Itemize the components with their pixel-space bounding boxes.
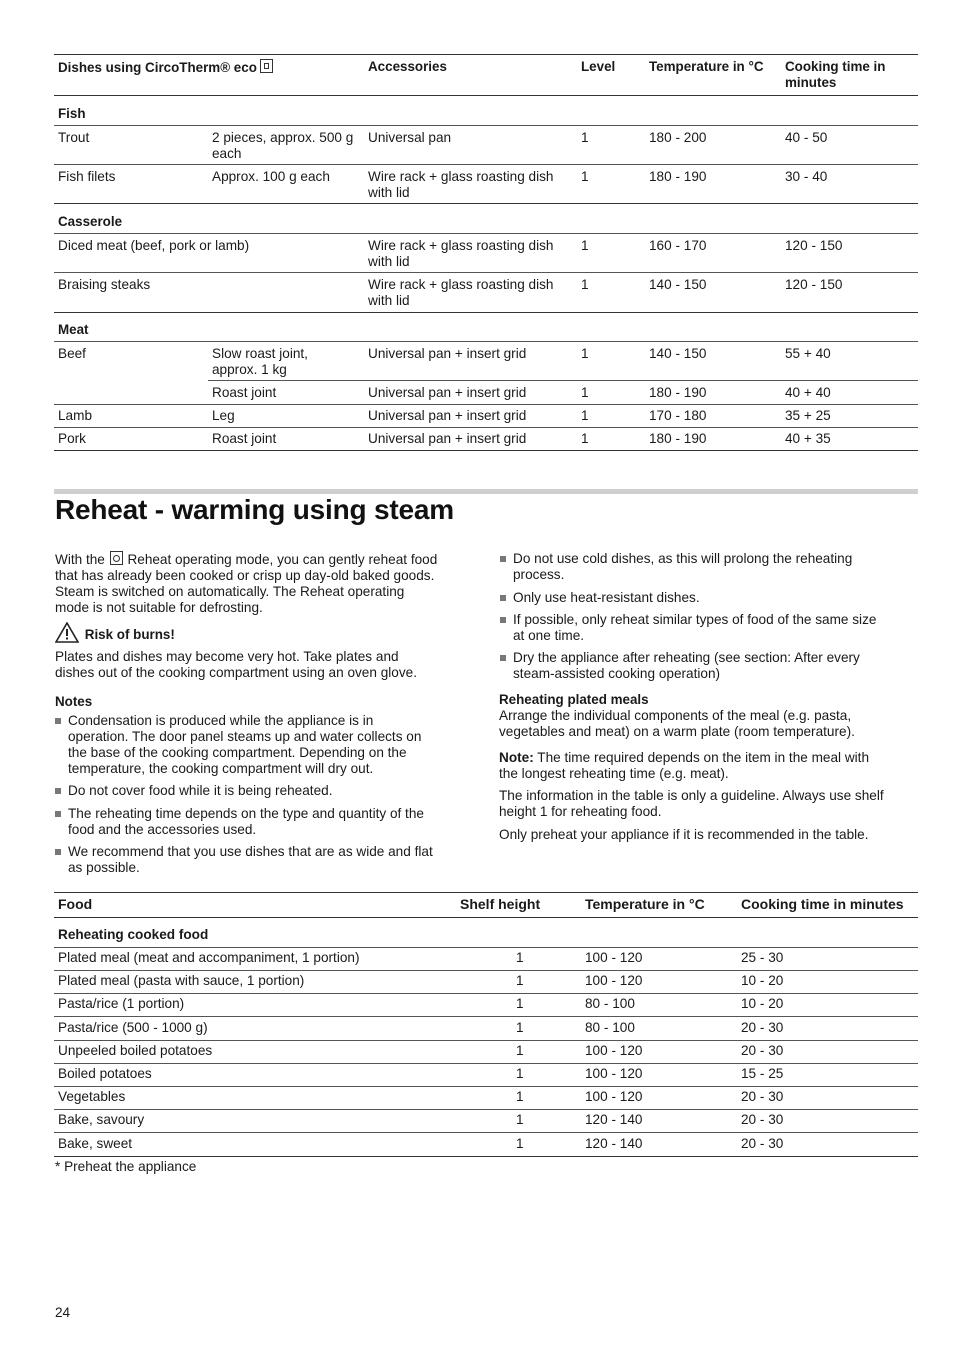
warning-line: dishes out of the cooking compartment using an oven glove. [55, 665, 417, 680]
accessories: Wire rack + glass roasting dish with lid [368, 277, 554, 308]
header-cooking-time: Cooking time in minutes [785, 59, 886, 90]
list-line: Only use heat-resistant dishes. [513, 590, 700, 605]
header-food: Food [58, 896, 93, 912]
group-casserole: Casserole [58, 214, 123, 229]
dish-detail: Leg [212, 408, 235, 423]
temperature: 120 - 140 [585, 1112, 643, 1128]
table-rule [54, 1063, 918, 1064]
table-rule [54, 164, 918, 165]
food-name: Unpeeled boiled potatoes [58, 1042, 213, 1058]
level: 1 [581, 238, 589, 253]
table-rule [54, 1016, 918, 1017]
cooking-time: 20 - 30 [741, 1042, 784, 1058]
cooking-time: 20 - 30 [741, 1089, 784, 1105]
food-name: Bake, savoury [58, 1112, 145, 1128]
table-rule [54, 54, 918, 55]
food-name: Plated meal (meat and accompaniment, 1 portion) [58, 950, 360, 965]
list-item [499, 650, 933, 682]
list-item [54, 844, 488, 876]
plated-meals-title: Reheating plated meals [499, 692, 649, 707]
temperature: 140 - 150 [649, 277, 707, 292]
preheat-paragraph: Only preheat your appliance if it is recommended in the table. [499, 827, 869, 842]
accessories: Universal pan [368, 130, 452, 145]
intro-text: mode is not suitable for defrosting. [55, 600, 263, 615]
temperature: 180 - 190 [649, 169, 707, 184]
accessories: Universal pan + insert grid [368, 408, 527, 423]
level: 1 [581, 130, 589, 145]
paragraph-line: height 1 for reheating food. [499, 804, 662, 819]
level: 1 [581, 431, 589, 446]
table-rule [54, 312, 918, 313]
temperature: 100 - 120 [585, 973, 643, 989]
dish-name: Lamb [58, 408, 93, 423]
list-item [499, 551, 933, 583]
list-line: process. [513, 567, 565, 582]
header-temperature: Temperature in °C [585, 896, 705, 912]
temperature: 100 - 120 [585, 1066, 643, 1081]
header-cooking-time: Cooking time in minutes [741, 896, 904, 912]
intro-text: Steam is switched on automatically. The Reheat operating [55, 584, 405, 599]
table-rule [54, 1132, 918, 1133]
table-rule [208, 380, 918, 381]
table-rule [54, 125, 918, 126]
temperature: 80 - 100 [585, 1019, 635, 1035]
level: 1 [581, 169, 589, 184]
temperature: 140 - 150 [649, 346, 707, 361]
food-name: Pasta/rice (500 - 1000 g) [58, 1019, 208, 1035]
temperature: 100 - 120 [585, 950, 643, 965]
plated-meals-text [499, 708, 919, 740]
warning-text [55, 649, 475, 681]
accessories: Universal pan + insert grid [368, 385, 527, 400]
shelf-height: 1 [516, 950, 524, 965]
dish-detail: Slow roast joint, approx. 1 kg [212, 346, 308, 377]
cooking-time: 30 - 40 [785, 169, 828, 184]
header-level: Level [581, 59, 616, 74]
intro-paragraph [55, 551, 475, 616]
list-line: Condensation is produced while the appliance is in [68, 713, 374, 728]
header-shelf-height: Shelf height [460, 896, 541, 912]
cooking-time: 10 - 20 [741, 996, 784, 1012]
table-rule [54, 970, 918, 971]
list-item [54, 713, 488, 777]
list-line: Dry the appliance after reheating (see section: After every [513, 650, 860, 665]
table-rule [54, 1109, 918, 1110]
dish-detail: 2 pieces, approx. 500 g each [212, 130, 354, 161]
list-line: at one time. [513, 628, 585, 643]
level: 1 [581, 346, 589, 361]
table-rule [54, 1156, 918, 1157]
note-paragraph [499, 750, 919, 782]
cooking-time: 120 - 150 [785, 277, 843, 292]
paragraph-line: Arrange the individual components of the meal (e.g. pasta, [499, 708, 852, 723]
shelf-height: 1 [516, 1135, 524, 1151]
table-rule [54, 947, 918, 948]
reheat-mode-icon [110, 551, 123, 565]
paragraph-line: The time required depends on the item in the meal with [537, 750, 870, 765]
paragraph-line: the longest reheating time (e.g. meat). [499, 766, 729, 781]
food-name: Bake, sweet [58, 1135, 133, 1151]
list-item [54, 806, 488, 838]
section-title: Reheat - warming using steam [55, 494, 454, 525]
header-temperature: Temperature in °C [649, 59, 764, 74]
cooking-time: 40 - 50 [785, 130, 828, 145]
header-accessories: Accessories [368, 59, 447, 74]
table-rule [54, 1086, 918, 1087]
temperature: 160 - 170 [649, 238, 707, 253]
food-name: Plated meal (pasta with sauce, 1 portion) [58, 973, 305, 989]
cooking-time: 15 - 25 [741, 1066, 784, 1081]
shelf-height: 1 [516, 1042, 524, 1058]
cooking-time: 20 - 30 [741, 1135, 784, 1151]
food-name: Vegetables [58, 1089, 126, 1105]
level: 1 [581, 385, 589, 400]
dish-detail: Roast joint [212, 385, 277, 400]
cooking-time: 25 - 30 [741, 950, 784, 965]
list-line: as possible. [68, 860, 140, 875]
table-rule [54, 95, 918, 96]
cooking-time: 40 + 40 [785, 385, 831, 400]
shelf-height: 1 [516, 1019, 524, 1035]
warning-heading [55, 622, 175, 643]
dish-detail: Roast joint [212, 431, 277, 446]
warning-line: Plates and dishes may become very hot. Take plates and [55, 649, 399, 664]
group-reheating-cooked-food: Reheating cooked food [58, 927, 209, 942]
list-line: If possible, only reheat similar types of food of the same size [513, 612, 877, 627]
list-item [499, 590, 933, 606]
accessories: Universal pan + insert grid [368, 431, 527, 446]
intro-text: Reheat operating mode, you can gently reheat food [127, 552, 438, 567]
paragraph-line: The information in the table is only a guideline. Always use shelf [499, 788, 884, 803]
table-rule [54, 203, 918, 204]
table-rule [54, 1040, 918, 1041]
list-item [54, 783, 488, 799]
footnote: * Preheat the appliance [55, 1159, 197, 1174]
temperature: 100 - 120 [585, 1089, 643, 1105]
list-line: food and the accessories used. [68, 822, 257, 837]
cooking-time: 20 - 30 [741, 1019, 784, 1035]
note-label: Note: [499, 750, 534, 765]
paragraph-line: vegetables and meat) on a warm plate (room temperature). [499, 724, 855, 739]
list-line: temperature, the cooking compartment will dry out. [68, 761, 374, 776]
shelf-height: 1 [516, 1112, 524, 1128]
accessories: Universal pan + insert grid [368, 346, 527, 361]
warning-icon [55, 622, 79, 643]
info-paragraph [499, 788, 919, 820]
cooking-time: 35 + 25 [785, 408, 831, 423]
list-line: We recommend that you use dishes that are as wide and flat [68, 844, 433, 859]
cooking-time: 10 - 20 [741, 973, 784, 989]
table-rule [54, 892, 918, 893]
table-rule [54, 233, 918, 234]
list-line: The reheating time depends on the type and quantity of the [68, 806, 424, 821]
intro-text: With the [55, 552, 105, 567]
header-dishes: Dishes using CircoTherm® eco [58, 59, 273, 76]
shelf-height: 1 [516, 1089, 524, 1105]
temperature: 170 - 180 [649, 408, 707, 423]
table-rule [54, 917, 918, 918]
cooking-time: 20 - 30 [741, 1112, 784, 1128]
accessories: Wire rack + glass roasting dish with lid [368, 238, 554, 269]
food-name: Boiled potatoes [58, 1066, 152, 1081]
table-rule [54, 404, 918, 405]
notes-title: Notes [55, 694, 93, 709]
shelf-height: 1 [516, 996, 524, 1012]
dish-name: Trout [58, 130, 90, 145]
temperature: 100 - 120 [585, 1042, 643, 1058]
shelf-height: 1 [516, 1066, 524, 1081]
table-rule [54, 341, 918, 342]
list-item [499, 612, 933, 644]
temperature: 180 - 190 [649, 431, 707, 446]
cooking-time: 55 + 40 [785, 346, 831, 361]
accessories: Wire rack + glass roasting dish with lid [368, 169, 554, 200]
dish-detail: Approx. 100 g each [212, 169, 330, 184]
table-rule [54, 993, 918, 994]
list-line: operation. The door panel steams up and water collects on [68, 729, 422, 744]
level: 1 [581, 408, 589, 423]
table-rule [54, 272, 918, 273]
cooking-time: 120 - 150 [785, 238, 843, 253]
dish-name: Pork [58, 431, 86, 446]
temperature: 120 - 140 [585, 1135, 643, 1151]
list-line: Do not use cold dishes, as this will prolong the reheating [513, 551, 853, 566]
temperature: 180 - 190 [649, 385, 707, 400]
dish-name: Fish filets [58, 169, 116, 184]
table-rule [54, 427, 918, 428]
group-fish: Fish [58, 106, 86, 121]
dish-name: Beef [58, 346, 86, 361]
temperature: 80 - 100 [585, 996, 635, 1012]
food-name: Pasta/rice (1 portion) [58, 996, 185, 1012]
intro-text: that has already been cooked or crisp up day-old baked goods. [55, 568, 435, 583]
table-rule [54, 450, 918, 451]
dish-name: Diced meat (beef, pork or lamb) [58, 238, 250, 253]
temperature: 180 - 200 [649, 130, 707, 145]
shelf-height: 1 [516, 973, 524, 989]
group-meat: Meat [58, 322, 89, 337]
cooking-time: 40 + 35 [785, 431, 831, 446]
dish-name: Braising steaks [58, 277, 151, 292]
list-line: Do not cover food while it is being reheated. [68, 783, 333, 798]
level: 1 [581, 277, 589, 292]
warning-title: Risk of burns! [84, 627, 175, 642]
circotherm-icon [260, 59, 273, 73]
list-line: the base of the cooking compartment. Depending on the [68, 745, 407, 760]
page-number: 24 [55, 1305, 71, 1320]
list-line: steam-assisted cooking operation) [513, 666, 721, 681]
